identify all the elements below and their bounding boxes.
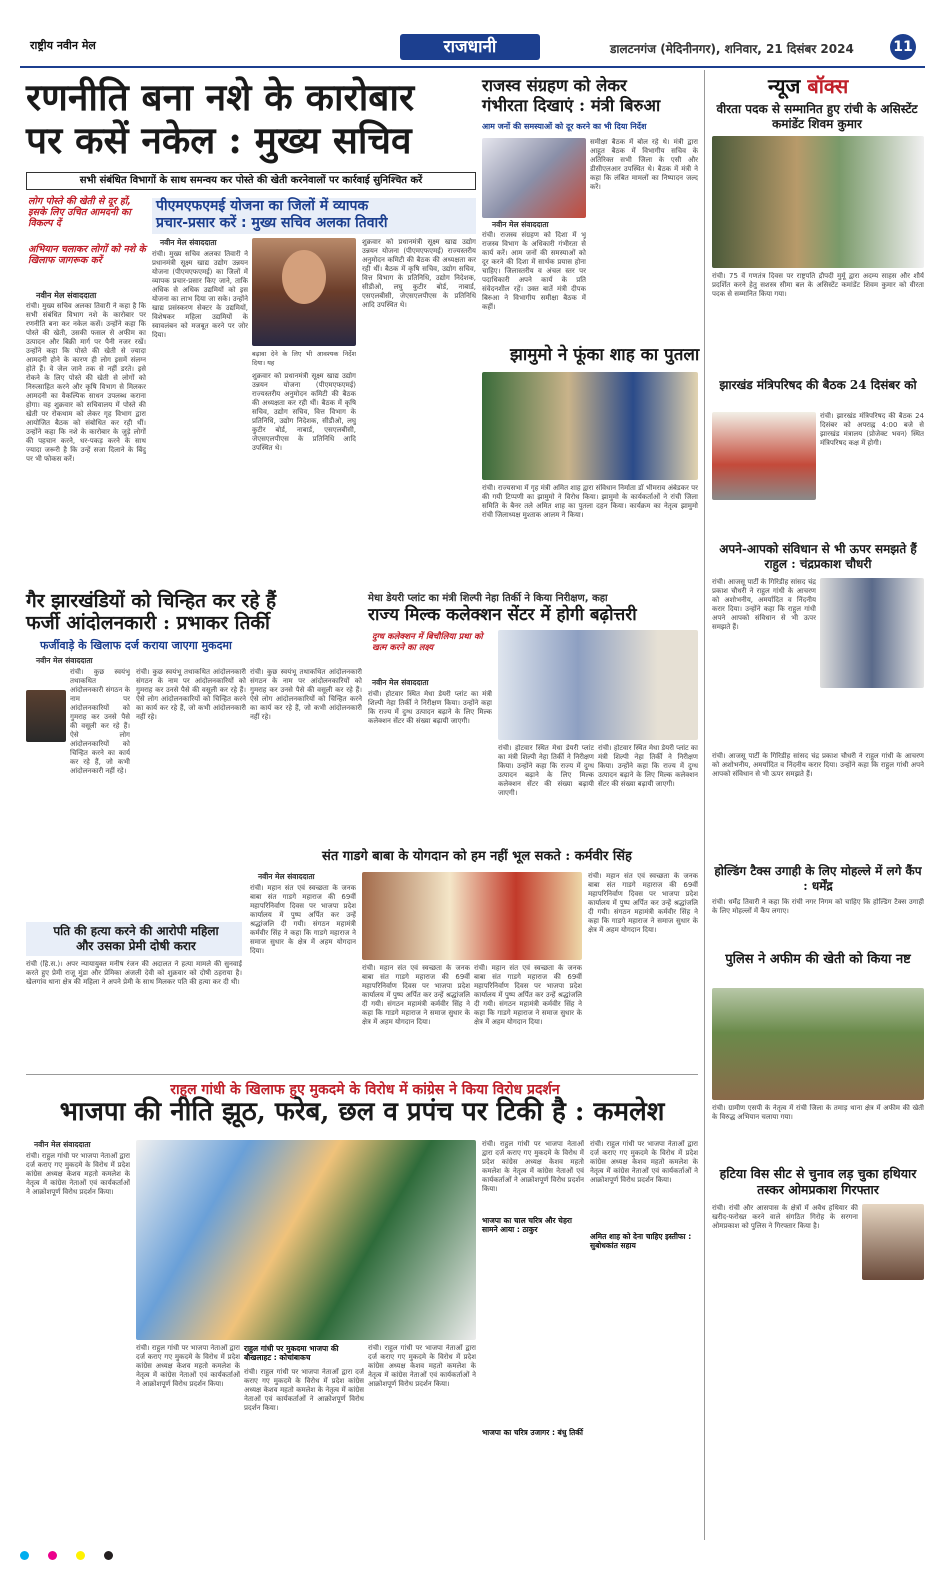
lead-headline <box>26 76 476 161</box>
lead-byline: नवीन मेल संवाददाता <box>36 291 97 300</box>
lead-body: रांची। मुख्य सचिव अलका तिवारी ने कहा है कि सभी संबंधित विभाग नशे के कारोबार पर रणनीति बना कर नकेल कसें। उन्होंने कहा कि पोस्ते की खेती, उसकी फसल से अफीम का उत्पादन और बिक्री मार्ग पर पैनी नजर रखें। उन्होंने कहा कि पोस्ते की खेती से ज्यादा आमदनी होने के कारण ही लोग इसमें संलग्न होते हैं। वे जेल जाने तक से नहीं डरते। इसे रोकने के लिए पोस्ते की खेती से लोगों को निरुत्साहित करने और कृषि विभाग से मिलकर आमदनी का वैकल्पिक साधन उपलब्ध कराना होगा। वह शुक्रवार को सचिवालय में पोस्ते की खेती पर रोकथाम को लेकर गृह विभाग द्वारा आयोजित बैठक को संबोधित कर रही थीं। उन्होंने कहा कि नशे के कारोबार के जुड़े लोगों की पहचान करने, धर-पकड़ करने के साथ ज्यादा जरूरी है कि उन्हें सजा दिलाने के बिंदु पर भी फोकस करें। <box>26 302 146 463</box>
lead-bullet-1: लोग पोस्ते की खेती से दूर हों, इसके लिए उचित आमदनी का विकल्प दें <box>28 196 131 229</box>
revenue-headline-line2: गंभीरता दिखाएं : मंत्री बिरुआ <box>482 96 661 115</box>
milk-photo <box>498 630 698 740</box>
milk-headline: राज्य मिल्क कलेक्शन सेंटर में होगी बढ़ोत्तरी <box>368 605 637 625</box>
nb-b3-cont: रांची। आजसू पार्टी के गिरिडीह सांसद चंद्र प्रकाश चौधरी ने राहुल गांधी के आचरण को अशोभनीय, अमर्यादित व निंदनीय करार दिया। उन्होंने कहा कि राहुल गांधी अपने आपको संविधान से भी ऊपर समझते हैं। <box>712 752 924 778</box>
gadge-body: रांची। महान संत एवं स्वच्छता के जनक बाबा संत गाडगे महाराज की 69वीं महापरिनिर्वाण दिवस पर भाजपा प्रदेश कार्यालय में पुष्प अर्पित कर उन्हें श्रद्धांजलि दी गयी। संगठन महामंत्री कर्मवीर सिंह ने कहा कि गाडगे महाराज ने समाज सुधार के क्षेत्र में अहम योगदान दिया। <box>250 884 356 955</box>
lead-headline-line2: पर कसें नकेल : मुख्य सचिव <box>26 117 412 162</box>
nb-h1: वीरता पदक से सम्मानित हुए रांची के असिस्टेंट कमांडेंट शिवम कुमार <box>716 102 918 131</box>
congress-body-col3: रांची। राहुल गांधी पर भाजपा नेताओं द्वारा दर्ज कराए गए मुकदमे के विरोध में प्रदेश कांग्रेस अध्यक्ष केशव महतो कमलेश के नेतृत्व में कांग्रेस नेताओं एवं कार्यकर्ताओं ने आक्रोशपूर्ण विरोध प्रदर्शन किया। <box>244 1368 364 1412</box>
pmfme-headline-line1: पीएमएफएमई योजना का जिलों में व्यापक <box>156 198 369 214</box>
lead-strap: सभी संबंधित विभागों के साथ समन्वय कर पोस्ते की खेती करनेवालों पर कार्रवाई सुनिश्चित करें <box>26 172 476 190</box>
congress-kicker: राहुल गांधी के खिलाफ हुए मुकदमे के विरोध में कांग्रेस ने किया विरोध प्रदर्शन <box>170 1082 560 1098</box>
congress-sub2: अमित शाह को देना चाहिए इस्तीफा : सुबोधकांत सहाय <box>590 1232 698 1250</box>
lead-bullet-2: अभियान चलाकर लोगों को नशे के खिलाफ जागरूक करें <box>28 244 146 266</box>
fake-subhead: फर्जीवाड़े के खिलाफ दर्ज कराया जाएगा मुकदमा <box>40 639 232 652</box>
nb-h6: हटिया विस सीट से चुनाव लड़ चुका हथियार तस्कर ओमप्रकाश गिरफ्तार <box>719 1166 917 1197</box>
milk-bullet: दुग्ध कलेक्शन में बिचौलिया प्रथा को खत्म करने का लक्ष्य <box>372 632 483 653</box>
gadge-body-col4: रांची। महान संत एवं स्वच्छता के जनक बाबा संत गाडगे महाराज की 69वीं महापरिनिर्वाण दिवस पर भाजपा प्रदेश कार्यालय में पुष्प अर्पित कर उन्हें श्रद्धांजलि दी गयी। संगठन महामंत्री कर्मवीर सिंह ने कहा कि गाडगे महाराज ने समाज सुधार के क्षेत्र में अहम योगदान दिया। <box>588 872 698 934</box>
newsbox-title-2: बॉक्स <box>807 74 849 98</box>
pmfme-body-col3: शुक्रवार को प्रधानमंत्री सूक्ष्म खाद्य उद्योग उन्नयन योजना (पीएमएफएमई) राज्यस्तरीय अनुमोदन कमिटी की बैठक की अध्यक्षता कर रही थीं। बैठक में कृषि सचिव, उद्योग सचिव, वित्त विभाग के प्रतिनिधि, उद्योग निदेशक, सीडीओ, लघु कुटीर बोर्ड, नाबार्ड, एसएलबीसी, जेएसएलपीएस के प्रतिनिधि आदि उपस्थित थे। <box>362 238 476 309</box>
nb-b5: रांची। ग्रामीण एसपी के नेतृत्व में रांची जिला के तमाड़ थाना क्षेत्र में अफीम की खेती के विरुद्ध अभियान चलाया गया। <box>712 1104 924 1121</box>
newsbox-title-1: न्यूज <box>768 74 801 98</box>
nb-b3: रांची। आजसू पार्टी के गिरिडीह सांसद चंद्र प्रकाश चौधरी ने राहुल गांधी के आचरण को अशोभनीय, अमर्यादित व निंदनीय करार दिया। उन्होंने कहा कि राहुल गांधी अपने आपको संविधान से भी ऊपर समझते हैं। <box>712 578 816 631</box>
nb-b1: रांची। 75 वें गणतंत्र दिवस पर राष्ट्रपति द्रौपदी मुर्मू द्वारा अदम्य साहस और शौर्य प्रदर्शित करने हेतु सशस्त्र सीमा बल के असिस्टेंट कमांडेंट शिवम कुमार को वीरता पदक से सम्मानित किया गया। <box>712 272 924 298</box>
fake-byline: नवीन मेल संवाददाता <box>36 656 93 665</box>
congress-body: रांची। राहुल गांधी पर भाजपा नेताओं द्वारा दर्ज कराए गए मुकदमे के विरोध में प्रदेश कांग्रेस अध्यक्ष केशव महतो कमलेश के नेतृत्व में कांग्रेस नेताओं एवं कार्यकर्ताओं ने आक्रोशपूर्ण विरोध प्रदर्शन किया। <box>26 1152 130 1196</box>
dateline: डालटनगंज (मेदिनीनगर), शनिवार, 21 दिसंबर 2024 <box>610 42 854 56</box>
pmfme-photo <box>252 238 356 346</box>
congress-headline: भाजपा की नीति झूठ, फरेब, छल व प्रपंच पर टिकी है : कमलेश <box>59 1097 665 1127</box>
fake-photo <box>26 690 66 742</box>
revenue-photo <box>482 138 586 218</box>
revenue-headline-line1: राजस्व संग्रहण को लेकर <box>482 76 627 95</box>
revenue-byline: नवीन मेल संवाददाता <box>492 220 549 229</box>
pmfme-headline <box>156 198 478 232</box>
nb-h4: होल्डिंग टैक्स उगाही के लिए मोहल्ले में लगे कैंप : धर्मेंद्र <box>714 864 922 893</box>
murder-headline-line2: और उसका प्रेमी दोषी करार <box>76 939 196 953</box>
nb-h3: अपने-आपको संविधान से भी ऊपर समझते हैं राहुल : चंद्रप्रकाश चौधरी <box>719 542 917 571</box>
jmm-body: रांची। राज्यसभा में गृह मंत्री अमित शाह द्वारा संविधान निर्माता डॉ भीमराव अंबेडकर पर की गयी टिप्पणी का झामुमो ने विरोध किया। झामुमो के कार्यकर्ताओं ने रांची जिला समिति के बैनर तले अमित शाह का पुतला दहन किया। कार्यक्रम का नेतृत्व झामुमो रांची जिलाध्यक्ष मुश्ताक आलम ने किया। <box>482 484 698 519</box>
gadge-byline: नवीन मेल संवाददाता <box>258 872 315 881</box>
face-shape <box>282 250 326 304</box>
gadge-photo <box>362 872 582 960</box>
congress-caption: राहुल गांधी पर मुकदमा भाजपा की बौखलाहट : कोचांबाकच <box>244 1344 339 1362</box>
revenue-body-col2: समीक्षा बैठक में बोल रहे थे। मंत्री द्वारा आहूत बैठक में विभागीय सचिव के अतिरिक्त सभी जिला के एसी और डीसीएलआर उपस्थित थे। बैठक में मंत्री ने कहा कि लंबित मामलों का निष्पादन जल्द करें। <box>590 138 698 191</box>
nb-b2: रांची। झारखंड मंत्रिपरिषद की बैठक 24 दिसंबर को अपराह्न 4:00 बजे से झारखंड मंत्रालय (प्रोजेक्ट भवन) स्थित मंत्रिपरिषद कक्ष में होगी। <box>820 412 924 447</box>
congress-body-col4: रांची। राहुल गांधी पर भाजपा नेताओं द्वारा दर्ज कराए गए मुकदमे के विरोध में प्रदेश कांग्रेस अध्यक्ष केशव महतो कमलेश के नेतृत्व में कांग्रेस नेताओं एवं कार्यकर्ताओं ने आक्रोशपूर्ण विरोध प्रदर्शन किया। <box>368 1344 476 1388</box>
header-rule <box>20 66 925 68</box>
gadge-headline: संत गाडगे बाबा के योगदान को हम नहीं भूल सकते : कर्मवीर सिंह <box>322 849 632 864</box>
fake-headline <box>26 590 366 634</box>
congress-rule <box>26 1074 698 1075</box>
revenue-headline <box>482 76 698 116</box>
nb-h5: पुलिस ने अफीम की खेती को किया नष्ट <box>725 952 911 967</box>
yellow-mark <box>76 1551 85 1560</box>
milk-kicker: मेधा डेयरी प्लांट का मंत्री शिल्पी नेहा तिर्की ने किया निरीक्षण, कहा <box>368 593 608 604</box>
cyan-mark <box>20 1551 29 1560</box>
fake-headline-line2: फर्जी आंदोलनकारी : प्रभाकर तिर्की <box>26 612 270 634</box>
milk-body: रांची। होटवार स्थित मेधा डेयरी प्लांट का मंत्री शिल्पी नेहा तिर्की ने निरीक्षण किया। उन्होंने कहा कि राज्य में दुग्ध उत्पादन बढ़ाने के लिए मिल्क कलेक्शन सेंटर की संख्या बढ़ायी जाएगी। <box>368 690 492 725</box>
fake-body: रांची। कुछ स्वयंभू तथाकथित आंदोलनकारी संगठन के नाम पर आंदोलनकारियों को गुमराह कर उनसे पैसे की वसूली कर रहे हैं। ऐसे लोग आंदोलनकारियों को चिन्हित करने का कार्य कर रहे हैं, जो कभी आंदोलनकारी नहीं रहे। <box>70 668 130 775</box>
nb-photo-1 <box>712 136 924 268</box>
congress-body-col6: रांची। राहुल गांधी पर भाजपा नेताओं द्वारा दर्ज कराए गए मुकदमे के विरोध में प्रदेश कांग्रेस अध्यक्ष केशव महतो कमलेश के नेतृत्व में कांग्रेस नेताओं एवं कार्यकर्ताओं ने आक्रोशपूर्ण विरोध प्रदर्शन किया। <box>590 1140 698 1184</box>
pmfme-body-col2: शुक्रवार को प्रधानमंत्री सूक्ष्म खाद्य उद्योग उन्नयन योजना (पीएमएफएमई) राज्यस्तरीय अनुमोदन कमिटी की बैठक की अध्यक्षता कर रही थीं। बैठक में कृषि सचिव, उद्योग सचिव, वित्त विभाग के प्रतिनिधि, उद्योग निदेशक, सीडीओ, लघु कुटीर बोर्ड, नाबार्ड, एसएलबीसी, जेएसएलपीएस के प्रतिनिधि आदि उपस्थित थे। <box>252 372 356 452</box>
congress-body-col2: रांची। राहुल गांधी पर भाजपा नेताओं द्वारा दर्ज कराए गए मुकदमे के विरोध में प्रदेश कांग्रेस अध्यक्ष केशव महतो कमलेश के नेतृत्व में कांग्रेस नेताओं एवं कार्यकर्ताओं ने आक्रोशपूर्ण विरोध प्रदर्शन किया। <box>136 1344 240 1388</box>
revenue-body: रांची। राजस्व संग्रहण को दिशा में भू राजस्व विभाग के अधिकारी गंभीरता से कार्य करें। आम जनों की समस्याओं को दूर करने की दिशा में सार्थक प्रयास होना चाहिए। जिलास्तरीय व अंचल स्तर पर पदाधिकारी अपने कार्य के प्रति संवेदनशील रहें। उक्त बातें मंत्री दीपक बिरुआ ने विभागीय समीक्षा बैठक में कहीं। <box>482 231 586 311</box>
black-mark <box>104 1551 113 1560</box>
pmfme-byline: नवीन मेल संवाददाता <box>160 238 217 247</box>
fake-headline-line1: गैर झारखंडियों को चिन्हित कर रहे हैं <box>26 590 277 612</box>
congress-sub1: भाजपा का चाल चरित्र और चेहरा सामने आया : ठाकुर <box>482 1216 584 1234</box>
newsbox-title <box>768 72 848 99</box>
pmfme-headline-line2: प्रचार-प्रसार करें : मुख्य सचिव अलका तिवारी <box>156 215 388 231</box>
jmm-headline: झामुमो ने फूंका शाह का पुतला <box>510 345 700 365</box>
congress-byline: नवीन मेल संवाददाता <box>34 1140 91 1149</box>
nb-photo-5 <box>862 1204 924 1280</box>
section-label: राजधानी <box>400 34 540 60</box>
nb-b6: रांची। रांची और आसपास के क्षेत्रों में अवैध हथियार की खरीद-फरोख्त करने वाले संगठित गिरोह के सरगना ओमप्रकाश को पुलिस ने गिरफ्तार किया है। <box>712 1204 858 1230</box>
congress-body-col5: रांची। राहुल गांधी पर भाजपा नेताओं द्वारा दर्ज कराए गए मुकदमे के विरोध में प्रदेश कांग्रेस अध्यक्ष केशव महतो कमलेश के नेतृत्व में कांग्रेस नेताओं एवं कार्यकर्ताओं ने आक्रोशपूर्ण विरोध प्रदर्शन किया। <box>482 1140 584 1193</box>
murder-headline-line1: पति की हत्या करने की आरोपी महिला <box>53 924 219 938</box>
sidebar-divider <box>704 70 705 1540</box>
nb-h2: झारखंड मंत्रिपरिषद की बैठक 24 दिसंबर को <box>719 378 917 392</box>
page-number: 11 <box>890 34 916 60</box>
nb-photo-4 <box>712 988 924 1100</box>
revenue-subhead: आम जनों की समस्याओं को दूर करने का भी दिया निर्देश <box>482 122 647 131</box>
page-header <box>0 0 945 68</box>
congress-sub3: भाजपा का चरित्र उजागर : बंधु तिर्की <box>482 1428 583 1437</box>
gadge-body-col3: रांची। महान संत एवं स्वच्छता के जनक बाबा संत गाडगे महाराज की 69वीं महापरिनिर्वाण दिवस पर भाजपा प्रदेश कार्यालय में पुष्प अर्पित कर उन्हें श्रद्धांजलि दी गयी। संगठन महामंत्री कर्मवीर सिंह ने कहा कि गाडगे महाराज ने समाज सुधार के क्षेत्र में अहम योगदान दिया। <box>474 964 582 1026</box>
fake-body-col2: रांची। कुछ स्वयंभू तथाकथित आंदोलनकारी संगठन के नाम पर आंदोलनकारियों को गुमराह कर उनसे पैसे की वसूली कर रहे हैं। ऐसे लोग आंदोलनकारियों को चिन्हित करने का कार्य कर रहे हैं, जो कभी आंदोलनकारी नहीं रहे। <box>136 668 246 721</box>
lead-headline-line1: रणनीति बना नशे के कारोबार <box>26 75 415 119</box>
milk-byline: नवीन मेल संवाददाता <box>372 678 429 687</box>
congress-photo <box>136 1140 476 1340</box>
milk-body-col2: रांची। होटवार स्थित मेधा डेयरी प्लांट का मंत्री शिल्पी नेहा तिर्की ने निरीक्षण किया। उन्होंने कहा कि राज्य में दुग्ध उत्पादन बढ़ाने के लिए मिल्क कलेक्शन सेंटर की संख्या बढ़ायी जाएगी। <box>498 744 594 797</box>
murder-body: रांची (हि.स.)। अपर न्यायायुक्त मनीष रंजन की अदालत ने हत्या मामले की सुनवाई करते हुए प्रेमी राजू मुंडा और प्रेमिका अंजली देवी को शुक्रवार को दोषी ठहराया है। खेलगांव थाना क्षेत्र की महिला ने अपने प्रेमी के साथ मिलकर पति की हत्या कर दी थी। <box>26 960 242 986</box>
milk-body-col3: रांची। होटवार स्थित मेधा डेयरी प्लांट का मंत्री शिल्पी नेहा तिर्की ने निरीक्षण किया। उन्होंने कहा कि राज्य में दुग्ध उत्पादन बढ़ाने के लिए मिल्क कलेक्शन सेंटर की संख्या बढ़ायी जाएगी। <box>598 744 698 788</box>
pmfme-caption: बढ़ावा देने के लिए भी आवश्यक निर्देश दिया। यह <box>252 350 356 367</box>
jmm-photo <box>482 372 698 480</box>
fake-body-col3: रांची। कुछ स्वयंभू तथाकथित आंदोलनकारी संगठन के नाम पर आंदोलनकारियों को गुमराह कर उनसे पैसे की वसूली कर रहे हैं। ऐसे लोग आंदोलनकारियों को चिन्हित करने का कार्य कर रहे हैं, जो कभी आंदोलनकारी नहीं रहे। <box>250 668 362 721</box>
footer-color-bar <box>20 1545 925 1555</box>
brand-name: राष्ट्रीय नवीन मेल <box>30 39 96 52</box>
murder-headline <box>30 924 242 954</box>
nb-b4: रांची। धर्मेंद्र तिवारी ने कहा कि रांची नगर निगम को चाहिए कि होल्डिंग टैक्स उगाही के लिए मोहल्लों में कैंप लगाए। <box>712 898 924 915</box>
gadge-body-col2: रांची। महान संत एवं स्वच्छता के जनक बाबा संत गाडगे महाराज की 69वीं महापरिनिर्वाण दिवस पर भाजपा प्रदेश कार्यालय में पुष्प अर्पित कर उन्हें श्रद्धांजलि दी गयी। संगठन महामंत्री कर्मवीर सिंह ने कहा कि गाडगे महाराज ने समाज सुधार के क्षेत्र में अहम योगदान दिया। <box>362 964 470 1026</box>
magenta-mark <box>48 1551 57 1560</box>
pmfme-body: रांची। मुख्य सचिव अलका तिवारी ने प्रधानमंत्री सूक्ष्म खाद्य उद्योग उन्नयन योजना (पीएमएफएमई) का जिलों में व्यापक प्रचार-प्रसार किए जाने, ताकि अधिक से अधिक उद्यमियों को इस योजना का लाभ दिया जा सके। उन्होंने खाद्य प्रसंस्करण सेक्टर के उद्यमियों, विशेषकर महिला उद्यमियों के स्वावलंबन को मजबूत करने पर जोर दिया। <box>152 250 248 339</box>
nb-photo-2 <box>712 412 816 500</box>
nb-photo-3 <box>820 578 924 688</box>
